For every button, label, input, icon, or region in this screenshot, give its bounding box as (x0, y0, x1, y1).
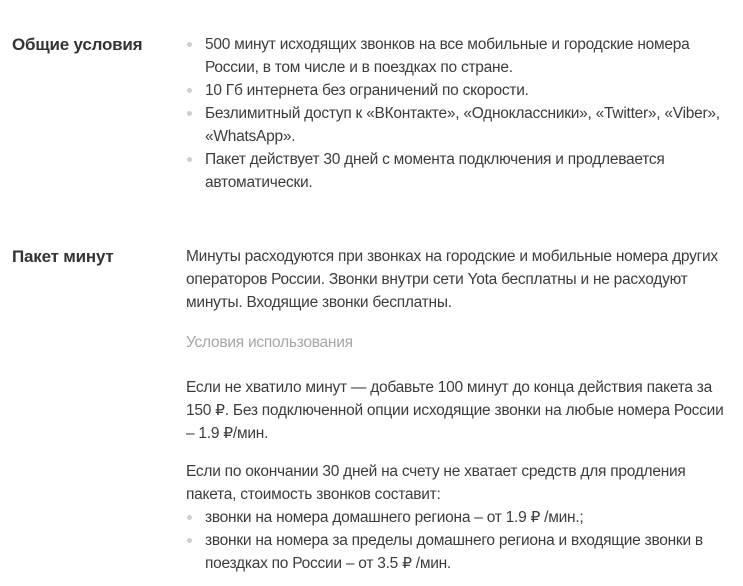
list-item (186, 529, 725, 575)
list-item (186, 102, 725, 148)
list-item-text: 10 Гб интернета без ограничений по скорости. (205, 82, 529, 99)
list-item-text: звонки на номера за пределы домашнего региона и входящие звонки в поездках по России – от 3.5 ₽ /мин. (205, 532, 703, 572)
section-minutes-package (12, 245, 725, 575)
bullet-dot-icon (187, 111, 192, 116)
section-heading-minutes-package: Пакет минут (12, 247, 114, 266)
bullet-dot-icon (187, 42, 192, 47)
renewal-pricing-paragraph: Если по окончании 30 дней на счету не хватает средств для продления пакета, стоимость звонков составит: (186, 463, 686, 503)
list-item-text: Безлимитный доступ к «ВКонтакте», «Одноклассники», «Twitter», «Viber», «WhatsApp». (205, 105, 720, 145)
bullet-dot-icon (187, 157, 192, 162)
list-item (186, 33, 725, 79)
extra-minutes-paragraph: Если не хватило минут — добавьте 100 минут до конца действия пакета за 150 ₽. Без подключенной опции исходящие звонки на любые номера России – 1.9 ₽/мин. (186, 379, 724, 442)
section-heading-general-terms: Общие условия (12, 35, 143, 54)
bullet-dot-icon (187, 538, 192, 543)
bullet-dot-icon (187, 88, 192, 93)
list-item-text: звонки на номера домашнего региона – от 1.9 ₽ /мин.; (205, 509, 584, 526)
list-item (186, 79, 725, 102)
minutes-package-content (186, 245, 725, 575)
list-item (186, 148, 725, 194)
list-item-text: 500 минут исходящих звонков на все мобильные и городские номера России, в том числе и в поездках по стране. (205, 36, 690, 76)
usage-terms-subheading: Условия использования (186, 334, 353, 351)
minutes-intro-paragraph: Минуты расходуются при звонках на городские и мобильные номера других операторов России. Звонки внутри сети Yota бесплатны и не расходуют минуты. Входящие звонки бесплатны. (186, 248, 718, 311)
section-general-terms (12, 33, 725, 194)
general-terms-list (186, 33, 725, 194)
bullet-dot-icon (187, 515, 192, 520)
list-item (186, 506, 725, 529)
renewal-pricing-list (186, 506, 725, 575)
general-terms-content (186, 33, 725, 194)
list-item-text: Пакет действует 30 дней с момента подключения и продлевается автоматически. (205, 151, 665, 191)
